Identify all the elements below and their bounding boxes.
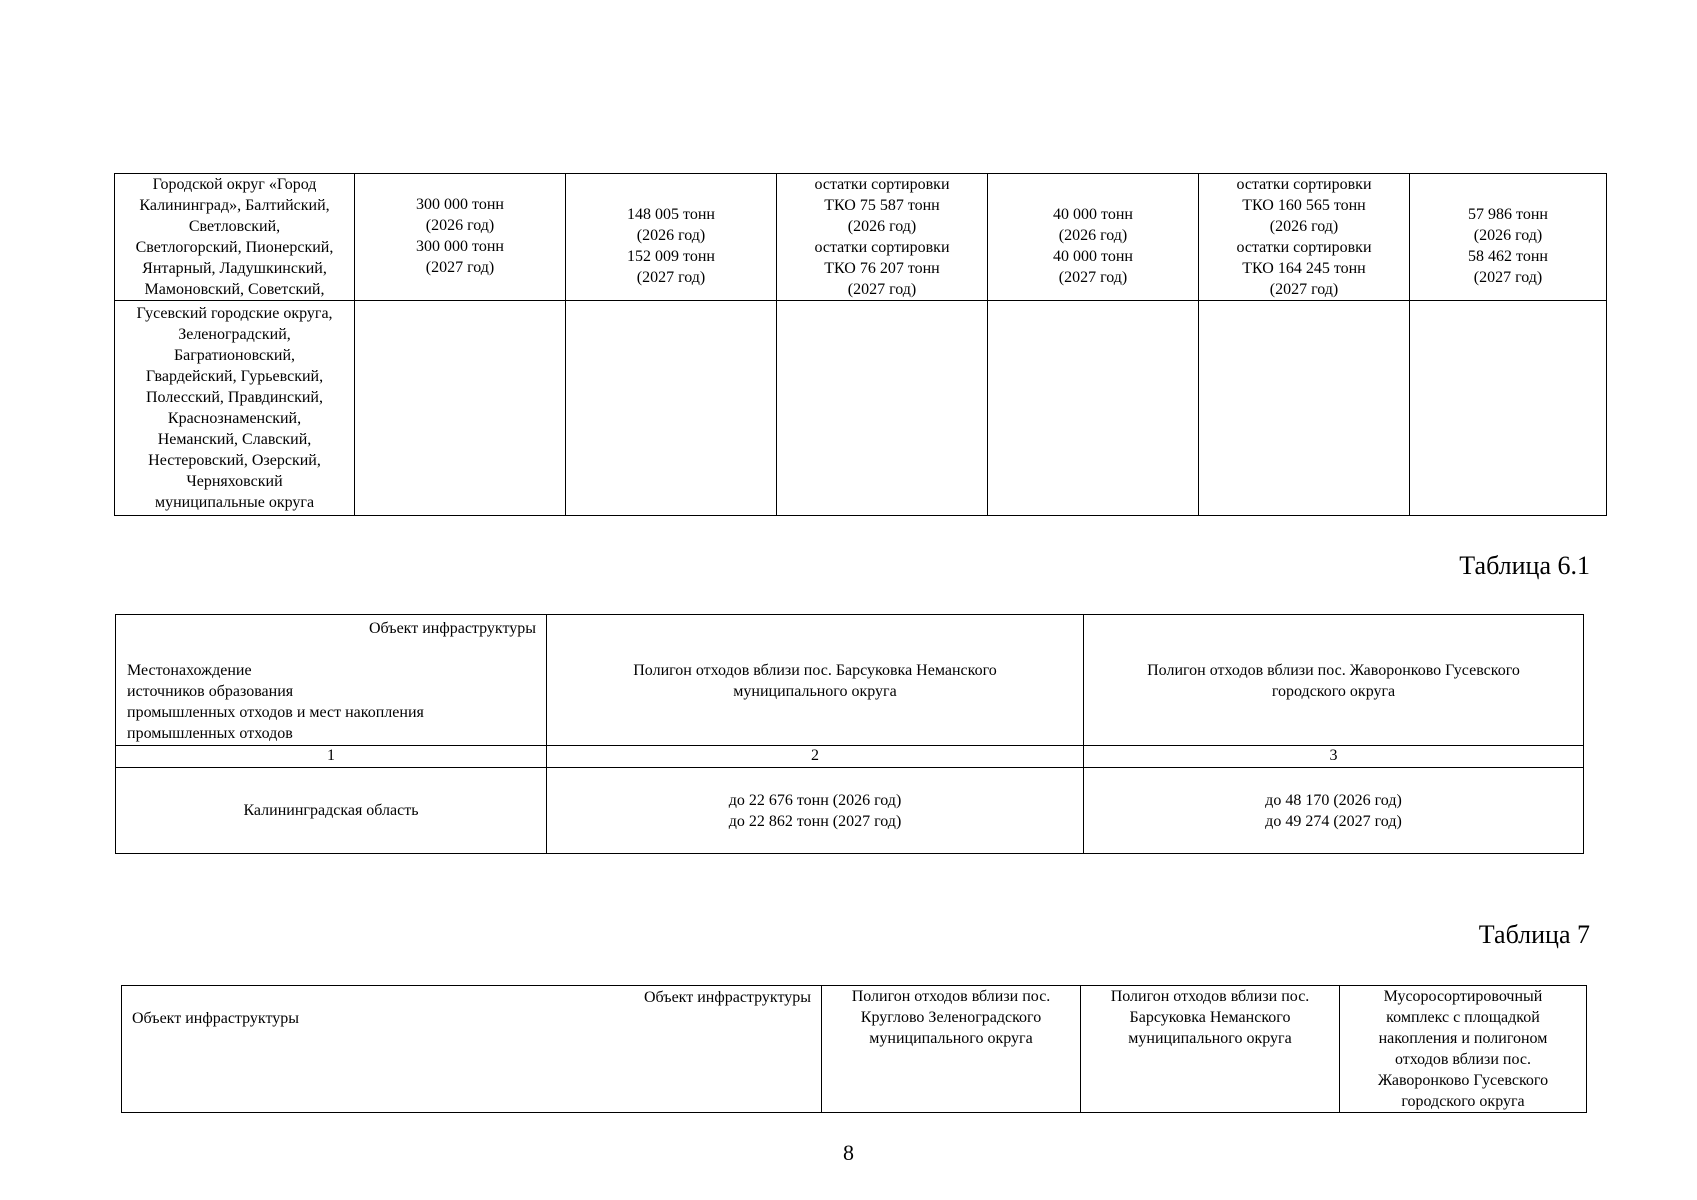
column-header xyxy=(547,615,1084,746)
table-cell xyxy=(355,174,566,301)
column-header-text: Полигон отходов вблизи пос. Барсуковка Неманского муниципального округа xyxy=(633,662,997,700)
cell-text: остатки сортировки ТКО 75 587 тонн (2026 год) остатки сортировки ТКО 76 207 тонн (2027 год) xyxy=(814,176,950,298)
table-cell xyxy=(1410,174,1607,301)
diag-header-bottom: Объект инфраструктуры xyxy=(132,1010,299,1027)
table-header-row xyxy=(122,986,1587,1113)
table-row xyxy=(115,174,1607,301)
table-cell xyxy=(566,174,777,301)
table-cell xyxy=(1199,174,1410,301)
column-number: 2 xyxy=(547,746,1084,768)
diag-header-bottom: Местонахождение источников образования промышленных отходов и мест накопления промышленных отходов xyxy=(127,662,424,742)
cell-text: 148 005 тонн (2026 год) 152 009 тонн (2027 год) xyxy=(627,206,715,286)
column-number-row xyxy=(116,746,1584,768)
cell-text: 300 000 тонн (2026 год) 300 000 тонн (2027 год) xyxy=(416,196,504,276)
table-caption-6-1: Таблица 6.1 xyxy=(1459,551,1590,580)
table-cell xyxy=(115,174,355,301)
column-header xyxy=(1084,615,1584,746)
column-header xyxy=(1081,986,1340,1113)
table-cell xyxy=(566,301,777,516)
table-cell xyxy=(1199,301,1410,516)
column-header xyxy=(1340,986,1587,1113)
table-7 xyxy=(121,985,1587,1113)
page-number: 8 xyxy=(843,1140,854,1165)
table-cell xyxy=(115,301,355,516)
column-header-text: Полигон отходов вблизи пос. Круглово Зеленоградского муниципального округа xyxy=(851,988,1051,1047)
table-6-1 xyxy=(115,614,1584,854)
table-cell xyxy=(547,768,1084,854)
cell-text: до 22 676 тонн (2026 год) до 22 862 тонн (2027 год) xyxy=(728,791,902,830)
cell-text: до 48 170 (2026 год) до 49 274 (2027 год) xyxy=(1265,791,1402,830)
column-number: 1 xyxy=(116,746,547,768)
table-caption-7: Таблица 7 xyxy=(1478,920,1590,949)
column-header-text: Полигон отходов вблизи пос. Барсуковка Неманского муниципального округа xyxy=(1110,988,1310,1047)
column-header-text: Мусоросортировочный комплекс с площадкой накопления и полигоном отходов вблизи пос. Жаворонково Гусевского городского округа xyxy=(1377,988,1549,1110)
table-header-row xyxy=(116,615,1584,746)
table-row xyxy=(116,768,1584,854)
cell-text: Гусевский городские округа, Зеленоградский, Багратионовский, Гвардейский, Гурьевский, Полесский, Правдинский, Краснознаменский, Неманский, Славский, Нестеровский, Озерский, Черняховский муниципальные округа xyxy=(136,305,333,511)
column-header xyxy=(822,986,1081,1113)
table-cell xyxy=(988,174,1199,301)
diag-header-top: Объект инфраструктуры xyxy=(369,620,536,637)
table-cell xyxy=(116,768,547,854)
column-header-text: Полигон отходов вблизи пос. Жаворонково Гусевского городского округа xyxy=(1147,662,1520,700)
column-number: 3 xyxy=(1084,746,1584,768)
cell-text: 40 000 тонн (2026 год) 40 000 тонн (2027 год) xyxy=(1053,206,1133,286)
diag-header-top: Объект инфраструктуры xyxy=(644,989,811,1006)
cell-text: остатки сортировки ТКО 160 565 тонн (2026 год) остатки сортировки ТКО 164 245 тонн (2027 год) xyxy=(1236,176,1372,298)
cell-text: Калининградская область xyxy=(243,802,419,819)
continuation-table xyxy=(114,173,1607,516)
table-cell xyxy=(988,301,1199,516)
diagonal-header-cell xyxy=(122,986,822,1113)
table-row xyxy=(115,301,1607,516)
table-cell xyxy=(355,301,566,516)
cell-text: 57 986 тонн (2026 год) 58 462 тонн (2027 год) xyxy=(1468,206,1548,286)
cell-text: Городской округ «Город Калининград», Балтийский, Светловский, Светлогорский, Пионерский, Янтарный, Ладушкинский, Мамоновский, Советский, xyxy=(135,176,334,298)
table-cell xyxy=(777,174,988,301)
diagonal-header-cell xyxy=(116,615,547,746)
table-cell xyxy=(1084,768,1584,854)
table-cell xyxy=(1410,301,1607,516)
table-cell xyxy=(777,301,988,516)
